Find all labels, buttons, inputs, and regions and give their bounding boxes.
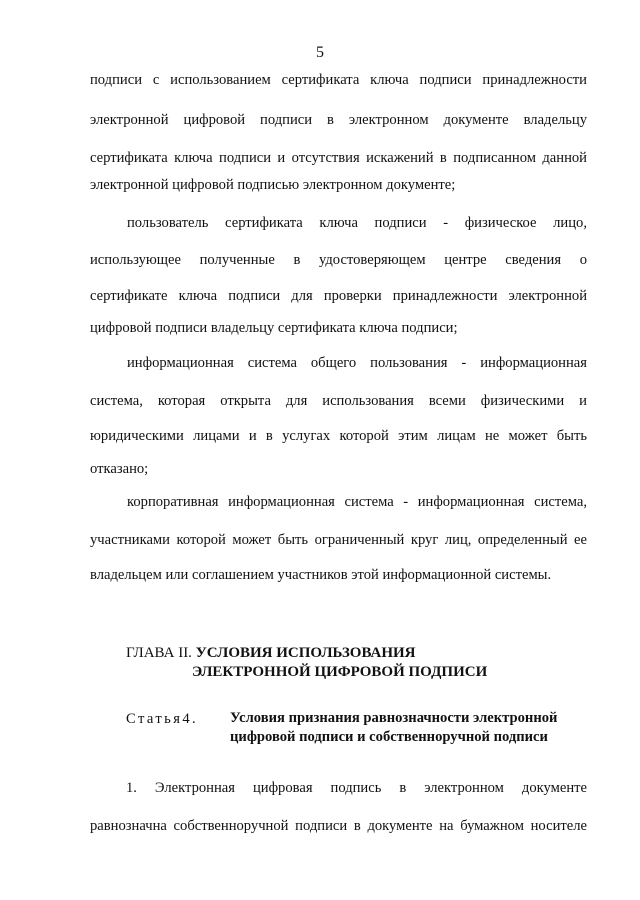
text-line: система, которая открыта для использования всеми физическими и — [90, 393, 587, 409]
article-title-line2: цифровой подписи и собственноручной подписи — [230, 729, 548, 745]
text-line: отказано; — [90, 461, 149, 477]
text-line: равнозначна собственноручной подписи в документе на бумажном носителе — [90, 818, 587, 834]
article-title-line1: Условия признания равнозначности электронной — [230, 710, 558, 726]
text-line: сертификата ключа подписи и отсутствия искажений в подписанном данной — [90, 150, 587, 166]
chapter-title-part1: УСЛОВИЯ ИСПОЛЬЗОВАНИЯ — [195, 645, 416, 661]
text-line: электронной цифровой подписью электронном документе; — [90, 177, 456, 193]
text-line: информационная система общего пользования - информационная — [127, 355, 587, 371]
text-line: корпоративная информационная система - информационная система, — [127, 494, 587, 510]
text-line: подписи с использованием сертификата ключа подписи принадлежности — [90, 72, 587, 88]
text-line: участниками которой может быть ограниченный круг лиц, определенный ее — [90, 532, 587, 548]
text-line: электронной цифровой подписи в электронном документе владельцу — [90, 112, 587, 128]
text-line: юридическими лицами и в услугах которой этим лицам не может быть — [90, 428, 587, 444]
text-line: цифровой подписи владельцу сертификата ключа подписи; — [90, 320, 458, 336]
chapter-heading-line2: ЭЛЕКТРОННОЙ ЦИФРОВОЙ ПОДПИСИ — [192, 664, 488, 680]
article-label: Статья4. — [126, 711, 199, 727]
text-line: пользователь сертификата ключа подписи - физическое лицо, — [127, 215, 587, 231]
text-line: владельцем или соглашением участников этой информационной системы. — [90, 567, 552, 583]
page-number: 5 — [316, 44, 324, 61]
text-line: сертификате ключа подписи для проверки принадлежности электронной — [90, 288, 587, 304]
text-line: использующее полученные в удостоверяющем центре сведения о — [90, 252, 587, 268]
chapter-heading-line1 — [126, 644, 416, 663]
chapter-number: ГЛАВА II. — [126, 645, 192, 661]
text-line: 1. Электронная цифровая подпись в электронном документе — [126, 780, 587, 796]
